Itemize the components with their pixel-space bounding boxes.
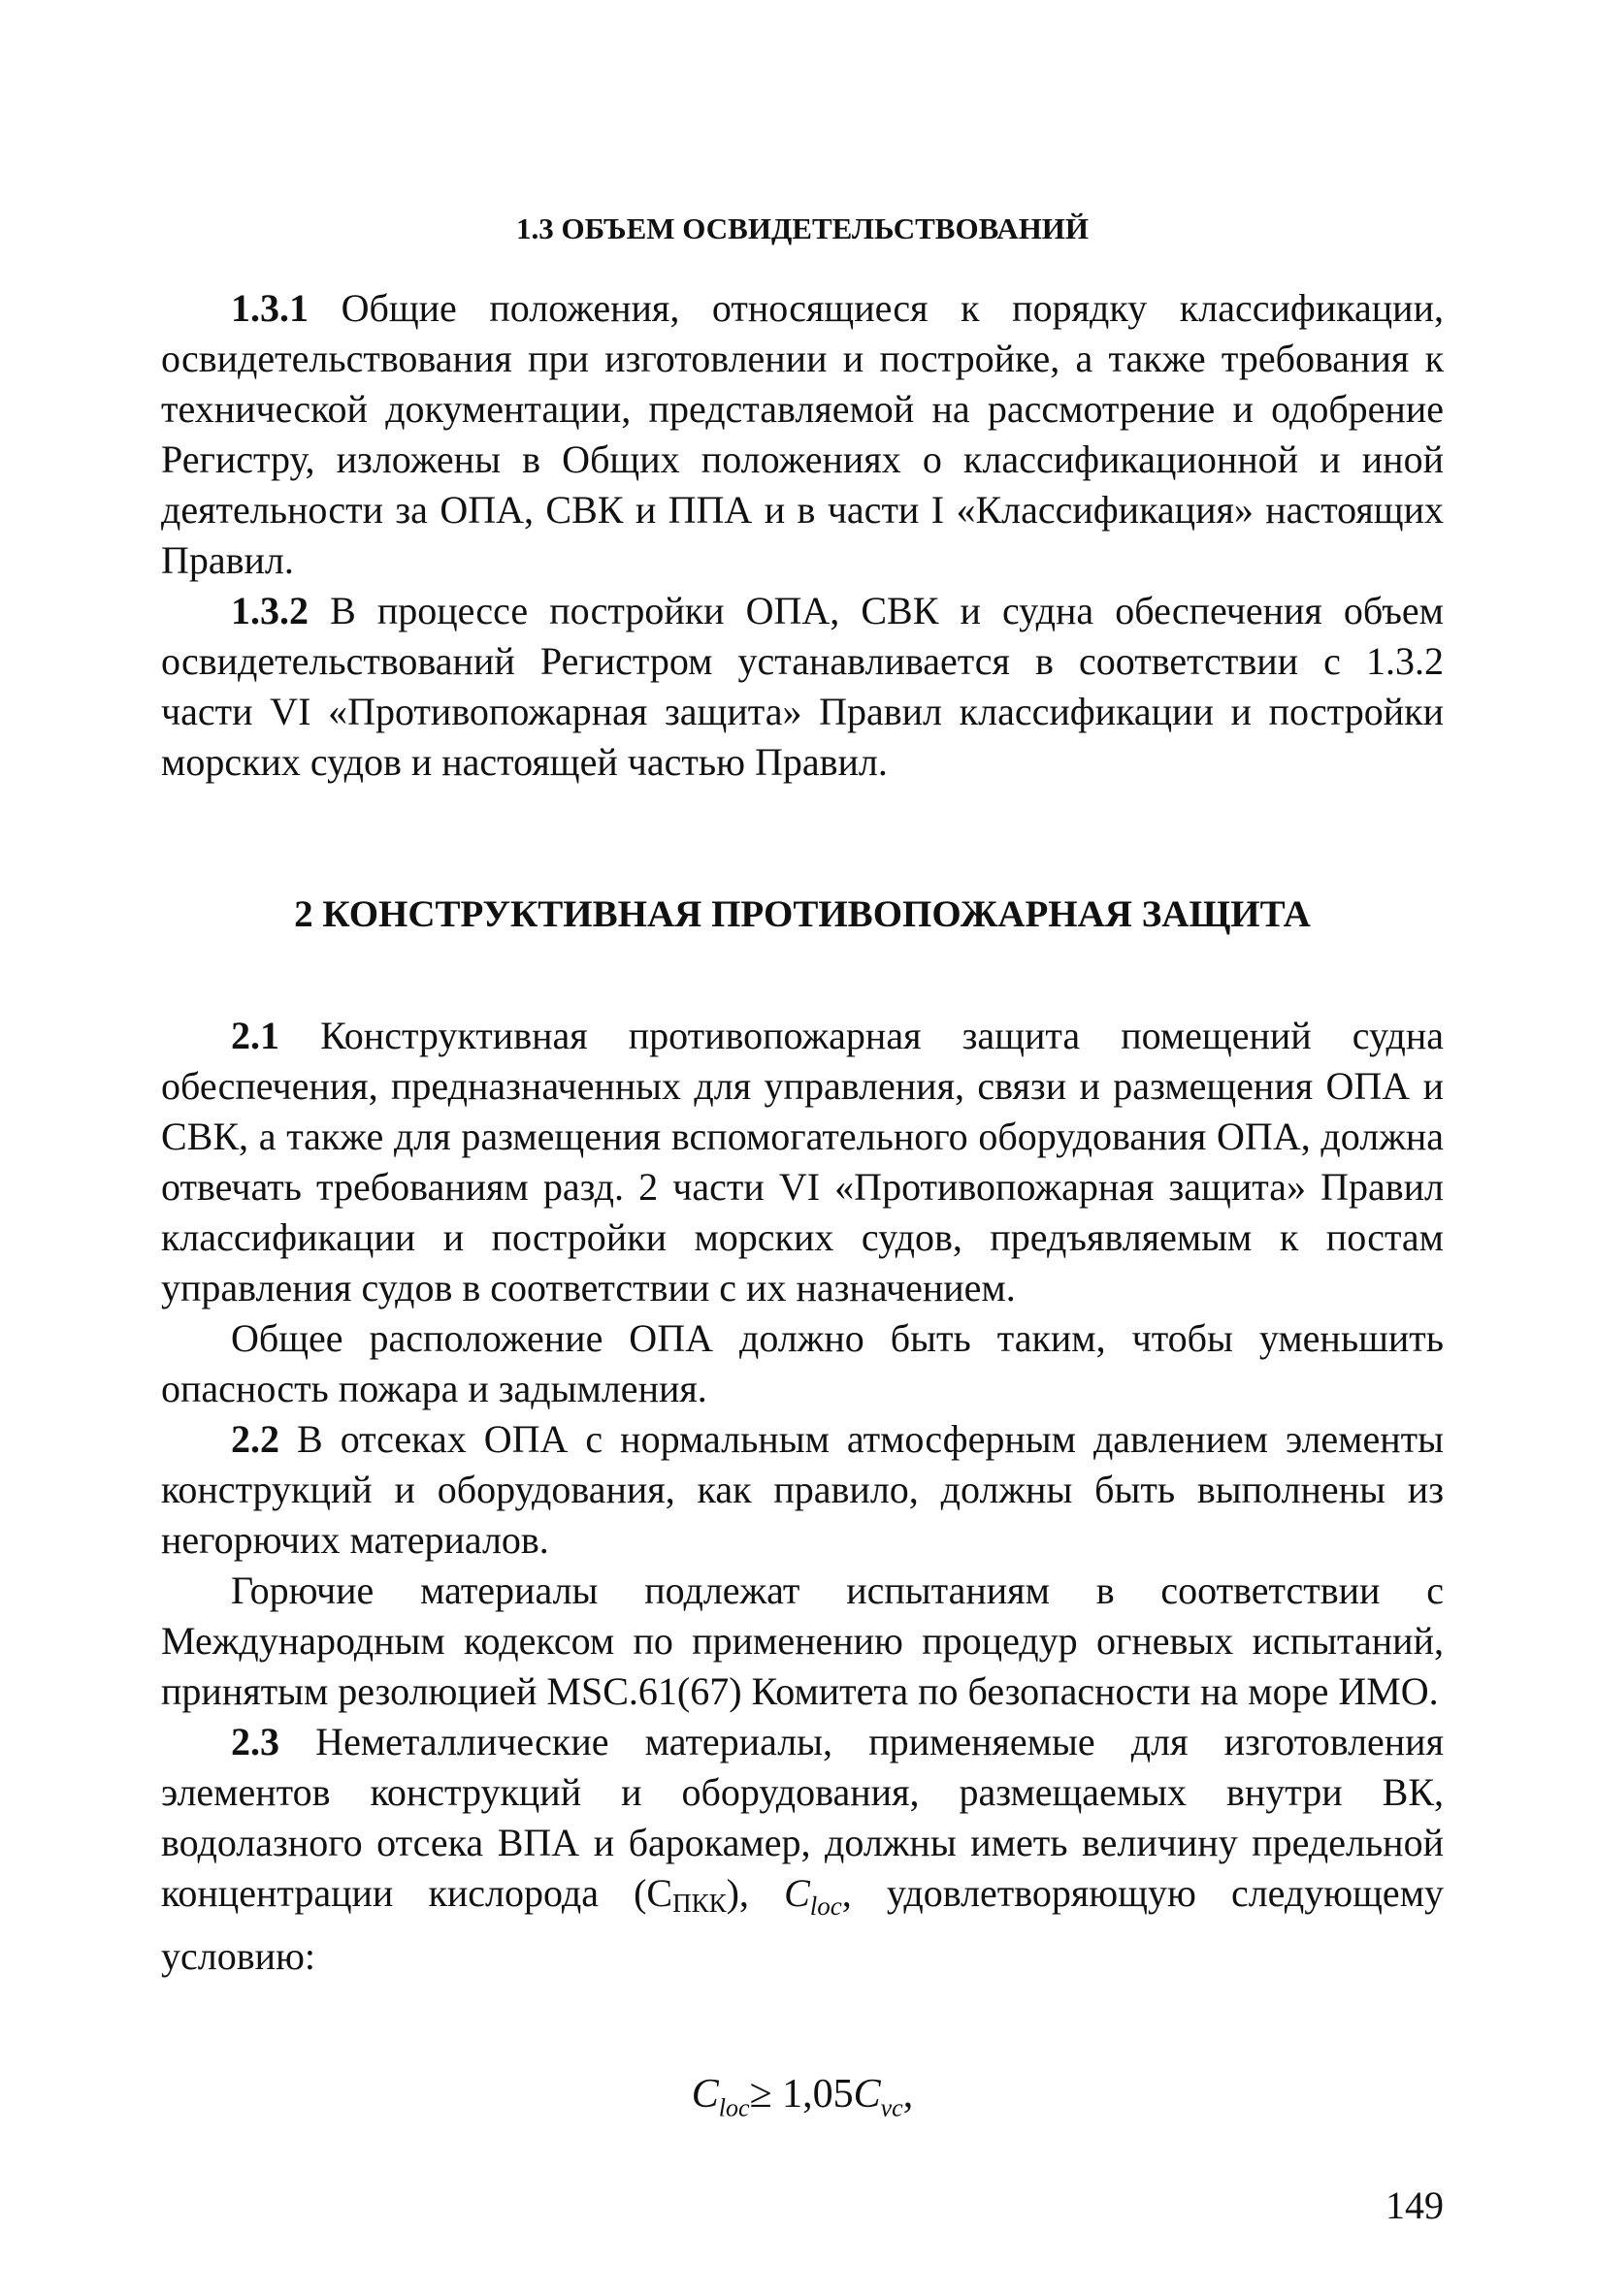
section-heading-2: 2 КОНСТРУКТИВНАЯ ПРОТИВОПОЖАРНАЯ ЗАЩИТА bbox=[294, 893, 1311, 935]
paragraph-1-3-1 bbox=[161, 283, 1444, 586]
page-number: 149 bbox=[1385, 2183, 1444, 2227]
clause-number: 1.3.2 bbox=[231, 589, 309, 632]
formula-oxygen-index bbox=[161, 2071, 1444, 2122]
symbol-letter: C bbox=[784, 1871, 810, 1915]
formula-lhs: C bbox=[691, 2072, 719, 2117]
paragraph-2-3 bbox=[161, 1717, 1444, 1982]
paragraph-2-1-general-layout bbox=[161, 1313, 1444, 1414]
paragraph-1-3-2 bbox=[161, 586, 1444, 788]
paragraph-text: Общее расположение ОПА должно быть таким, чтобы уменьшить опасность пожара и задымления. bbox=[161, 1316, 1444, 1410]
paragraph-text: , удовлетворяющую следующему условию: bbox=[161, 1871, 1445, 1978]
symbol-c-loc bbox=[784, 1871, 842, 1921]
clause-number: 1.3.1 bbox=[231, 286, 309, 330]
paragraph-2-2-combustible bbox=[161, 1566, 1444, 1717]
paragraph-text: Общие положения, относящиеся к порядку классификации, освидетельствования при изготовлении и постройке, а также требования к технической документации, представляемой на рассмотрение и одобрение Регистру, изложены в Общих положениях о классификационной и иной деятельности за ОПА, СВК и ППА и в части I «Классификация» настоящих Правил. bbox=[161, 286, 1444, 582]
subscript-pkk: ПКК bbox=[672, 1889, 727, 1918]
paragraph-text: В отсеках ОПА с нормальным атмосферным давлением элементы конструкций и оборудования, как правило, должны быть выполнены из негорючих материалов. bbox=[161, 1417, 1444, 1562]
symbol-subscript: loc bbox=[809, 1892, 842, 1921]
paragraph-text: В процессе постройки ОПА, СВК и судна обеспечения объем освидетельствований Регистром устанавливается в соответствии с 1.3.2 части VI «Противопожарная защита» Правил классификации и постройки морских судов и настоящей частью Правил. bbox=[161, 589, 1444, 784]
formula-tail: , bbox=[902, 2072, 914, 2117]
section-2-body bbox=[161, 1011, 1444, 1982]
paragraph-text: Горючие материалы подлежат испытаниям в соответствии с Международным кодексом по применению процедур огневых испытаний, принятым резолюцией MSC.61(67) Комитета по безопасности на море ИМО. bbox=[161, 1568, 1444, 1713]
paragraph-text: Конструктивная противопожарная защита помещений судна обеспечения, предназначенных для управления, связи и размещения ОПА и СВК, а также для размещения вспомогательного оборудования ОПА, должна отвечать требованиям разд. 2 части VI «Противопожарная защита» Правил классификации и постройки морских судов, предъявляемым к постам управления судов в соответствии с их назначением. bbox=[161, 1014, 1444, 1310]
section-heading-1-3: 1.3 ОБЪЕМ ОСВИДЕТЕЛЬСТВОВАНИЙ bbox=[515, 211, 1090, 245]
clause-number: 2.1 bbox=[231, 1014, 279, 1057]
section-1-3-body bbox=[161, 283, 1444, 788]
paragraph-text: ), bbox=[726, 1871, 785, 1915]
formula-relation: ≥ 1,05 bbox=[749, 2072, 854, 2117]
formula-rhs: C bbox=[853, 2072, 881, 2117]
clause-number: 2.2 bbox=[231, 1417, 279, 1461]
formula-rhs-sub: vc bbox=[880, 2093, 903, 2122]
paragraph-text: Неметаллические материалы, применяемые для изготовления элементов конструкций и оборудования, размещаемых внутри ВК, водолазного отсека ВПА и барокамер, должны иметь величину предельной концентрации кислорода (С bbox=[161, 1720, 1444, 1915]
paragraph-2-1 bbox=[161, 1011, 1444, 1313]
formula-lhs-sub: loc bbox=[718, 2093, 750, 2122]
clause-number: 2.3 bbox=[231, 1720, 279, 1763]
paragraph-2-2 bbox=[161, 1414, 1444, 1566]
